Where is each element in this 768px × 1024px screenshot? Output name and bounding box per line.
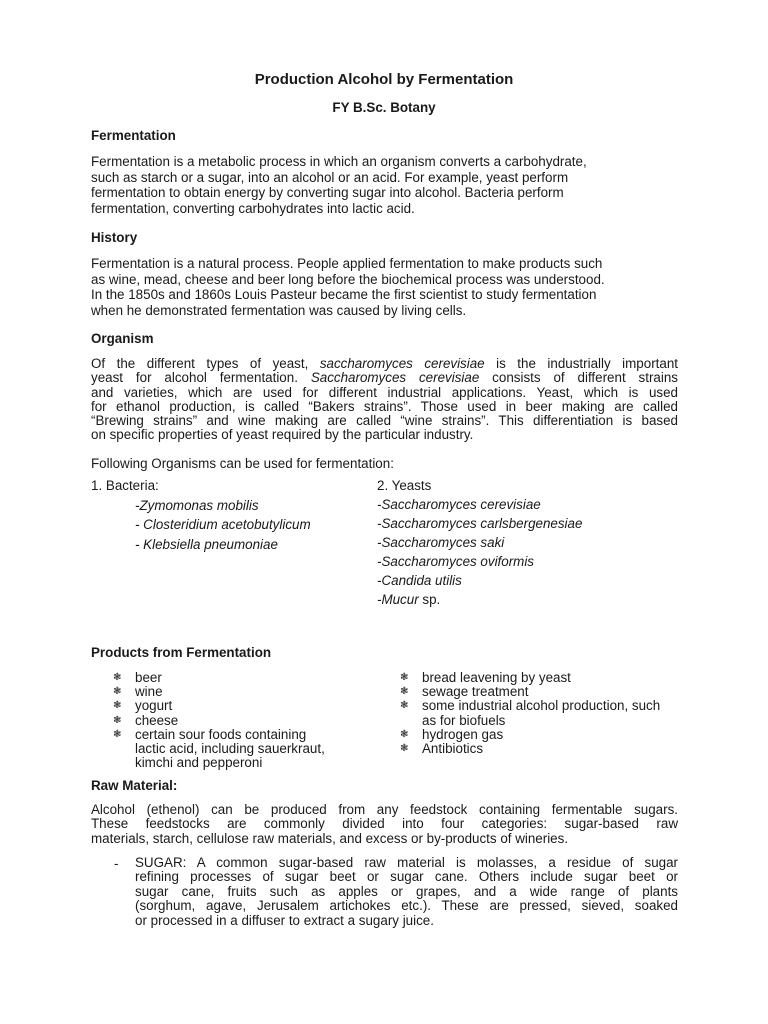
list-item: -Zymomonas mobilis: [135, 497, 259, 513]
sugar-paragraph: [135, 856, 678, 928]
list-item: ❃ wine: [113, 684, 163, 700]
paragraph-line: Alcohol (ethenol) can be produced from any feedstock containing fermentable sugars.: [91, 802, 678, 817]
organisms-intro: Following Organisms can be used for fermentation:: [91, 456, 394, 471]
flower-bullet-icon: ❃: [400, 672, 409, 683]
paragraph-line: and varieties, which are used for different industrial applications. Yeast, which is used: [91, 384, 678, 400]
species-name: Saccharomyces cerevisiae: [310, 370, 480, 386]
paragraph-line: fermentation, converting carbohydrates into lactic acid.: [91, 200, 415, 216]
paragraph-line: Fermentation is a metabolic process in which an organism converts a carbohydrate,: [91, 154, 587, 169]
paragraph-line: In the 1850s and 1860s Louis Pasteur became the first scientist to study fermentation: [91, 287, 597, 302]
list-item: -Saccharomyces carlsbergenesiae: [377, 516, 583, 531]
list-item: ❃ hydrogen gas: [400, 726, 504, 742]
yeasts-list: [377, 476, 582, 609]
products-list-left: [113, 670, 325, 771]
section-heading-products: Products from Fermentation: [91, 645, 272, 660]
list-item: - Klebsiella pneumoniae: [135, 536, 278, 552]
flower-bullet-icon: ❃: [113, 700, 122, 712]
list-item: -Saccharomyces oviformis: [377, 554, 535, 569]
flower-bullet-icon: ❃: [400, 700, 409, 712]
section-heading-organism: Organism: [91, 331, 154, 346]
list-item: ❃ yogurt: [113, 698, 173, 714]
paragraph-line: such as starch or a sugar, into an alcohol or an acid. For example, yeast perform: [91, 169, 569, 185]
paragraph-line: on specific properties of yeast required by the particular industry.: [91, 427, 474, 443]
species-name: saccharomyces cerevisiae: [319, 356, 485, 371]
list-item: - Closteridium acetobutylicum: [135, 517, 311, 532]
paragraph-line: yeast for alcohol fermentation. Saccharomyces cerevisiae consists of different strains: [91, 370, 678, 386]
flower-bullet-icon: ❃: [113, 686, 122, 698]
paragraph-line: (sorghum, agave, Jerusalem artichokes etc.). These are pressed, sieved, soaked: [135, 898, 678, 914]
section-heading-raw-material: Raw Material:: [91, 778, 178, 793]
raw-material-paragraph: [91, 803, 678, 846]
list-item: -Mucur sp.: [377, 592, 441, 607]
bacteria-list: [91, 476, 311, 554]
paragraph-line: as wine, mead, cheese and beer long before the biochemical process was understood.: [91, 271, 605, 287]
paragraph-line: or processed in a diffuser to extract a sugary juice.: [135, 912, 434, 928]
list-item: ❃ certain sour foods containing: [113, 726, 307, 742]
page-subtitle: FY B.Sc. Botany: [332, 100, 436, 115]
paragraph-line: Of the different types of yeast, saccharomyces cerevisiae is the industrially important: [91, 356, 678, 371]
paragraph-line: “Brewing strains” and wine making are called “wine strains”. This differentiation is based: [91, 413, 678, 429]
flower-bullet-icon: ❃: [113, 728, 122, 740]
list-item: ❃ Antibiotics: [400, 741, 484, 757]
list-item-continuation: lactic acid, including sauerkraut,: [135, 741, 325, 757]
history-paragraph: [91, 256, 678, 318]
section-heading-history: History: [91, 230, 138, 245]
list-item: ❃ some industrial alcohol production, such: [400, 698, 661, 714]
fermentation-paragraph: [91, 154, 678, 216]
list-item: ❃ sewage treatment: [400, 684, 529, 700]
list-item-continuation: kimchi and pepperoni: [135, 755, 263, 771]
list-item: ❃ bread leavening by yeast: [400, 670, 571, 685]
flower-bullet-icon: ❃: [113, 714, 122, 726]
paragraph-line: for ethanol production, is called “Bakers strains”. Those used in beer making are called: [91, 398, 678, 414]
paragraph-line: Fermentation is a natural process. People applied fermentation to make products such: [91, 256, 603, 271]
page-title: Production Alcohol by Fermentation: [254, 71, 514, 88]
flower-bullet-icon: ❃: [113, 672, 122, 683]
list-item-continuation: as for biofuels: [422, 712, 506, 728]
products-list-right: [400, 670, 661, 757]
organism-paragraph: [91, 357, 678, 443]
list-item: -Saccharomyces saki: [377, 535, 505, 550]
flower-bullet-icon: ❃: [400, 686, 409, 698]
paragraph-line: These feedstocks are commonly divided into four categories: sugar-based raw: [91, 816, 678, 832]
yeasts-label: 2. Yeasts: [377, 478, 432, 493]
paragraph-line: fermentation to obtain energy by converting sugar into alcohol. Bacteria perform: [91, 185, 564, 200]
list-item: ❃ beer: [113, 670, 162, 685]
paragraph-line: sugar cane, fruits such as apples or grapes, and a wide range of plants: [135, 883, 678, 899]
paragraph-line: when he demonstrated fermentation was caused by living cells.: [91, 302, 467, 318]
section-heading-fermentation: Fermentation: [91, 128, 176, 143]
list-item: -Saccharomyces cerevisiae: [377, 497, 541, 512]
paragraph-line: materials, starch, cellulose raw materials, and excess or by-products of wineries.: [91, 830, 569, 846]
list-item: ❃ cheese: [113, 712, 179, 728]
paragraph-line: refining processes of sugar beet or sugar cane. Others include sugar beet or: [135, 869, 678, 885]
flower-bullet-icon: ❃: [400, 743, 409, 755]
list-dash: -: [114, 856, 119, 871]
list-item: -Candida utilis: [377, 573, 462, 588]
flower-bullet-icon: ❃: [400, 728, 409, 740]
bacteria-label: 1. Bacteria:: [91, 478, 159, 493]
paragraph-line: SUGAR: A common sugar-based raw material is molasses, a residue of sugar: [135, 855, 678, 870]
